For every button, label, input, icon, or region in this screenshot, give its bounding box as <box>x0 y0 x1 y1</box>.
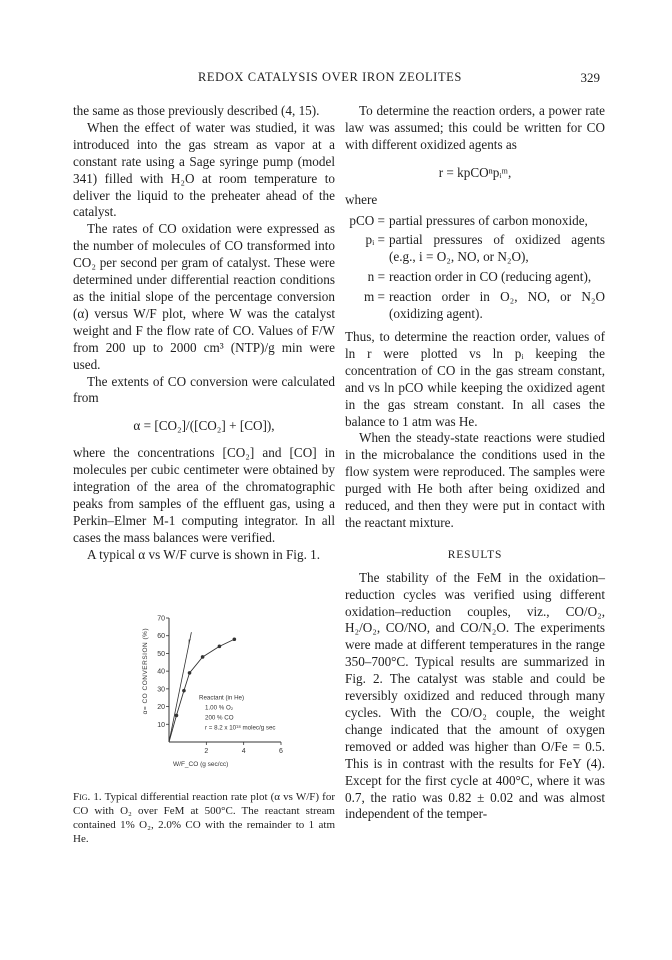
definition-symbol: m = <box>364 289 385 305</box>
y-tick-label: 70 <box>157 615 165 623</box>
data-point <box>182 688 186 692</box>
y-tick-label: 10 <box>157 721 165 729</box>
section-heading: RESULTS <box>447 548 503 561</box>
conversion-chart <box>73 572 335 790</box>
paragraph: When the steady-state reactions were studied in the microbalance the conditions used in the flow system were reproduced. The samples were purged with He both after being oxidized and reduced, and then they were put in contact with the reactant mixture. <box>345 430 605 530</box>
definition-text: reaction order in CO (reducing agent), <box>389 269 592 285</box>
definition-item <box>345 213 605 230</box>
y-tick-label: 60 <box>157 632 165 640</box>
definition-item <box>345 232 605 266</box>
definition-symbol: pCO = <box>349 212 385 228</box>
data-point <box>201 655 205 659</box>
data-point <box>175 713 179 717</box>
definition-list <box>345 213 605 323</box>
paragraph: the same as those previously described (4, 15). <box>73 103 320 118</box>
paragraph: The extents of CO conversion were calculated from <box>73 373 335 406</box>
right-column <box>345 103 605 823</box>
paragraph: Thus, to determine the reaction order, values of ln r were plotted vs ln pᵢ keeping the concentration of CO in the gas stream constant, and vs ln pCO while keeping the oxidized agent in the gas stream constant. In all cases the balance to 1 atm was He. <box>345 328 605 429</box>
paragraph: The rates of CO oxidation were expressed as the number of molecules of CO transformed into CO₂ per second per gram of catalyst. These were determined under differential reaction conditions as the initial slope of the percentage conversion (α) versus W/F plot, where W was the catalyst weight and F the flow rate of CO. Values of F/W from 200 up to 2000 cm³ (NTP)/g min were used. <box>73 221 335 372</box>
chart-annotation: Reactant (in He) <box>199 694 245 702</box>
x-tick-label: 2 <box>204 747 209 755</box>
where-label: where <box>345 191 378 207</box>
chart-annotation: 200 % CO <box>205 714 234 722</box>
paragraph: where the concentrations [CO₂] and [CO] in molecules per cubic centimeter were obtained by integration of the area of the chromatographic peaks from samples of the effluent gas, using a Perkin–Elmer M-1 computing integrator. In all cases the mass balances were verified. <box>73 445 335 545</box>
paragraph: The stability of the FeM in the oxidation–reduction cycles was verified using different oxidation–reduction couples, viz., CO/O₂, H₂/O₂, CO/NO, and CO/N₂O. The experiments were made at different temperatures in the range 350–700°C. Typical results are summarized in Fig. 2. The catalyst was stable and could be reversibly oxidized and reduced through many cycles. With the CO/O₂ couple, the weight change indicated that the amount of oxygen removed or added was higher than O/Fe = 0.5. This is in contrast with the results for FeY (4). Except for the first cycle at 400°C, where it was 0.7, the ratio was 0.82 ± 0.02 and was almost independent of the temper- <box>345 569 605 822</box>
tangent-line <box>169 632 191 742</box>
definition-item <box>345 269 605 286</box>
running-header <box>70 70 602 88</box>
definition-symbol: n = <box>367 269 385 285</box>
page-number: 329 <box>580 70 600 85</box>
definition-text: partial pressures of carbon monoxide, <box>389 212 588 228</box>
definition-symbol: pᵢ = <box>365 232 385 248</box>
chart-annotation: 1.00 % O₂ <box>205 704 234 712</box>
y-tick-label: 50 <box>157 650 165 658</box>
data-point <box>233 637 237 641</box>
data-point <box>188 671 192 675</box>
definition-text: reaction order in O₂, NO, or N₂O (oxidizing agent). <box>389 289 605 322</box>
figure-caption <box>73 790 335 846</box>
paragraph: When the effect of water was studied, it was introduced into the gas stream as vapor at a constant rate using a Sage syringe pump (model 341) filled with H₂O at room temperature to deliver the liquid to the preheater ahead of the catalyst. <box>73 119 335 220</box>
y-tick-label: 30 <box>157 685 165 693</box>
data-point <box>218 644 222 648</box>
running-title: REDOX CATALYSIS OVER IRON ZEOLITES <box>198 70 462 84</box>
x-tick-label: 6 <box>279 747 283 755</box>
tangent-label: r <box>188 636 191 646</box>
y-axis-label: α= CO CONVERSION (%) <box>142 627 149 714</box>
definition-item <box>345 289 605 323</box>
x-tick-label: 4 <box>241 747 246 755</box>
left-column <box>73 103 336 845</box>
figure-1 <box>73 572 336 845</box>
alpha-equation: α = [CO₂]/([CO₂] + [CO]), <box>133 418 275 434</box>
y-tick-label: 40 <box>157 668 165 676</box>
y-tick-label: 20 <box>157 703 165 711</box>
chart-annotation: r = 8.2 x 10¹⁸ molec/g sec <box>205 724 276 732</box>
rate-equation: r = kpCOⁿpᵢᵐ, <box>438 164 512 180</box>
paragraph: To determine the reaction orders, a power rate law was assumed; this could be written for CO with different oxidized agents as <box>345 103 605 152</box>
definition-text: partial pressures of oxidized agents (e.g., i = O₂, NO, or N₂O), <box>389 232 605 265</box>
caption-label: Fig. 1. <box>73 790 102 803</box>
paragraph: A typical α vs W/F curve is shown in Fig. 1. <box>87 546 321 562</box>
caption-text: Typical differential reaction rate plot (α vs W/F) for CO with O₂ over FeM at 500°C. The reactant stream contained 1% O₂, 2.0% CO with the remainder to 1 atm He. <box>73 790 336 845</box>
x-axis-label: W/F_CO (g sec/cc) <box>173 760 229 768</box>
